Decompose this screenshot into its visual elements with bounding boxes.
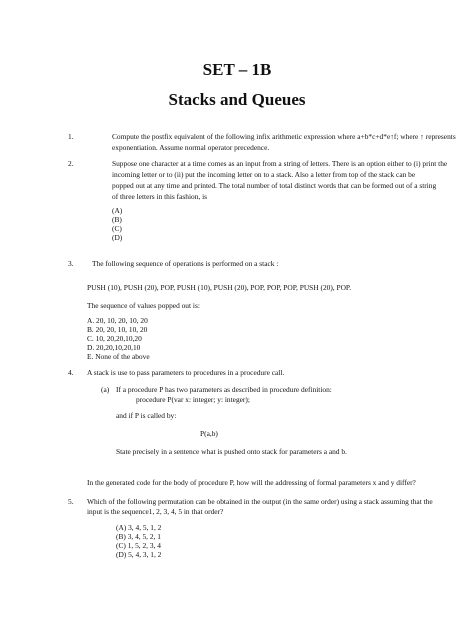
q4-part-a-line1: If a procedure P has two parameters as described in procedure definition: — [116, 385, 332, 394]
subject-title: Stacks and Queues — [168, 90, 306, 109]
q2-line1: Suppose one character at a time comes as an input from a string of letters. There is an option either to (i) print the — [112, 159, 448, 168]
q2-option: (B) — [112, 215, 122, 224]
q3-option: E. None of the above — [87, 352, 150, 361]
q5-line1: Which of the following permutation can be obtained in the output (in the same order) using a stack assuming that the — [87, 497, 433, 506]
q3-option: C. 10, 20,20,10,20 — [87, 334, 142, 343]
q2-number: 2. — [68, 159, 74, 168]
q2-option: (A) — [112, 206, 123, 215]
q2-line2: incoming letter or to (ii) put the incoming letter on to a stack. Also a letter from top of the stack can be — [112, 170, 416, 179]
q2-option: (C) — [112, 224, 122, 233]
q3-option: B. 20, 20, 10, 10, 20 — [87, 325, 148, 334]
q5-number: 5. — [68, 497, 74, 506]
q2-line3: popped out at any time and printed. The total number of total distinct words that can be formed out of a string — [112, 181, 437, 190]
q2-option: (D) — [112, 233, 123, 242]
q1-line2: exponentiation. Assume normal operator precedence. — [112, 143, 270, 152]
q3-option: A. 20, 10, 20, 10, 20 — [87, 316, 148, 325]
q5-option: (C) 1, 5, 2, 3, 4 — [116, 541, 161, 550]
q1-number: 1. — [68, 132, 74, 141]
q3-line1: The following sequence of operations is performed on a stack : — [92, 259, 279, 268]
q4-called-by: and if P is called by: — [116, 411, 177, 420]
q5-line2: input is the sequence1, 2, 3, 4, 5 in that order? — [87, 507, 224, 516]
q4-line1: A stack is use to pass parameters to procedures in a procedure call. — [87, 368, 285, 377]
q5-option: (D) 5, 4, 3, 1, 2 — [116, 550, 162, 559]
q4-part-a-label: (a) — [101, 385, 110, 394]
q5-option: (A) 3, 4, 5, 1, 2 — [116, 523, 162, 532]
q1-line1: Compute the postfix equivalent of the following infix arithmetic expression where a+b*c+d*e↑f; where ↑ represents — [112, 132, 456, 141]
q4-number: 4. — [68, 368, 74, 377]
q3-ops: PUSH (10), PUSH (20), POP, PUSH (10), PUSH (20), POP, POP, POP, PUSH (20), POP. — [87, 283, 352, 292]
q4-generated: In the generated code for the body of procedure P, how will the addressing of formal parameters x and y differ? — [87, 478, 416, 487]
q2-line4: of three letters in this fashion, is — [112, 192, 208, 201]
q4-part-a-line2: procedure P(var x: integer; y: integer); — [136, 395, 250, 404]
q3-prompt: The sequence of values popped out is: — [87, 301, 200, 310]
q3-number: 3. — [68, 259, 74, 268]
q3-option: D. 20,20,10,20,10 — [87, 343, 141, 352]
q4-call: P(a,b) — [200, 429, 218, 438]
q5-option: (B) 3, 4, 5, 2, 1 — [116, 532, 161, 541]
q4-state: State precisely in a sentence what is pushed onto stack for parameters a and b. — [116, 447, 347, 456]
set-title: SET – 1B — [202, 60, 272, 79]
